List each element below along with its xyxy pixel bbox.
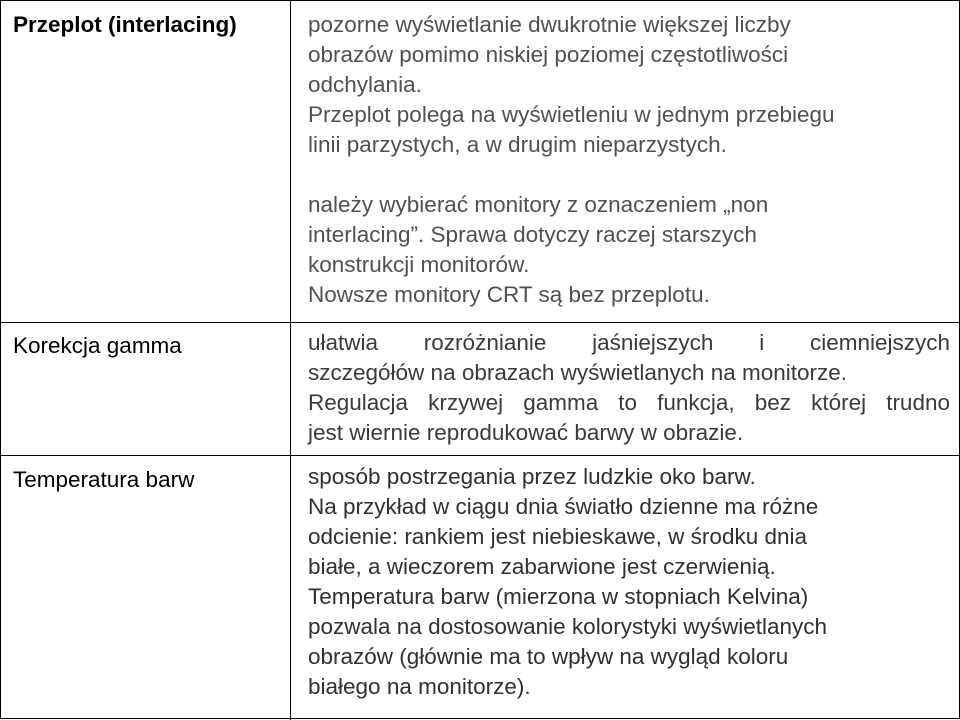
description-line: obrazów pomimo niskiej poziomej częstotliwości	[308, 42, 789, 67]
description-line: białego na monitorze).	[308, 674, 531, 699]
term-label: Temperatura barw	[13, 467, 195, 492]
description-line: Temperatura barw (mierzona w stopniach Kelvina)	[308, 584, 809, 609]
description-line: odchylania.	[308, 72, 422, 97]
description-line: odcienie: rankiem jest niebieskawe, w środku dnia	[308, 524, 808, 549]
table-row	[1, 323, 959, 456]
term-label: Przeplot (interlacing)	[13, 12, 237, 37]
term-description	[308, 462, 950, 702]
description-line: Przeplot polega na wyświetleniu w jednym przebiegu	[308, 102, 835, 127]
description-line: interlacing”. Sprawa dotyczy raczej starszych	[308, 222, 757, 247]
description-line: Regulacja krzywej gamma to funkcja, bez której trudno	[308, 390, 950, 415]
description-line: Nowsze monitory CRT są bez przeplotu.	[308, 282, 710, 307]
description-line: Na przykład w ciągu dnia światło dzienne ma różne	[308, 494, 819, 519]
description-line: pozwala na dostosowanie kolorystyki wyświetlanych	[308, 614, 827, 639]
table-row	[1, 1, 959, 323]
description-line: białe, a wieczorem zabarwione jest czerwienią.	[308, 554, 776, 579]
term-description	[308, 10, 950, 310]
description-line: pozorne wyświetlanie dwukrotnie większej liczby	[308, 12, 791, 37]
term-description	[308, 328, 950, 448]
column-divider	[290, 456, 291, 720]
description-line: obrazów (głównie ma to wpływ na wygląd koloru	[308, 644, 789, 669]
description-line: szczegółów na obrazach wyświetlanych na monitorze.	[308, 360, 848, 385]
description-line: ułatwia rozróżnianie jaśniejszych i ciemniejszych	[308, 330, 950, 355]
description-line: konstrukcji monitorów.	[308, 252, 530, 277]
table-row	[1, 456, 959, 720]
term-label: Korekcja gamma	[13, 333, 182, 358]
description-line: linii parzystych, a w drugim nieparzystych.	[308, 132, 727, 157]
column-divider	[290, 323, 291, 455]
description-line: jest wiernie reprodukować barwy w obrazie.	[308, 420, 744, 445]
paragraph-gap	[308, 160, 950, 190]
column-divider	[290, 1, 291, 322]
description-line: sposób postrzegania przez ludzkie oko barw.	[308, 464, 756, 489]
description-line: należy wybierać monitory z oznaczeniem „non	[308, 192, 769, 217]
